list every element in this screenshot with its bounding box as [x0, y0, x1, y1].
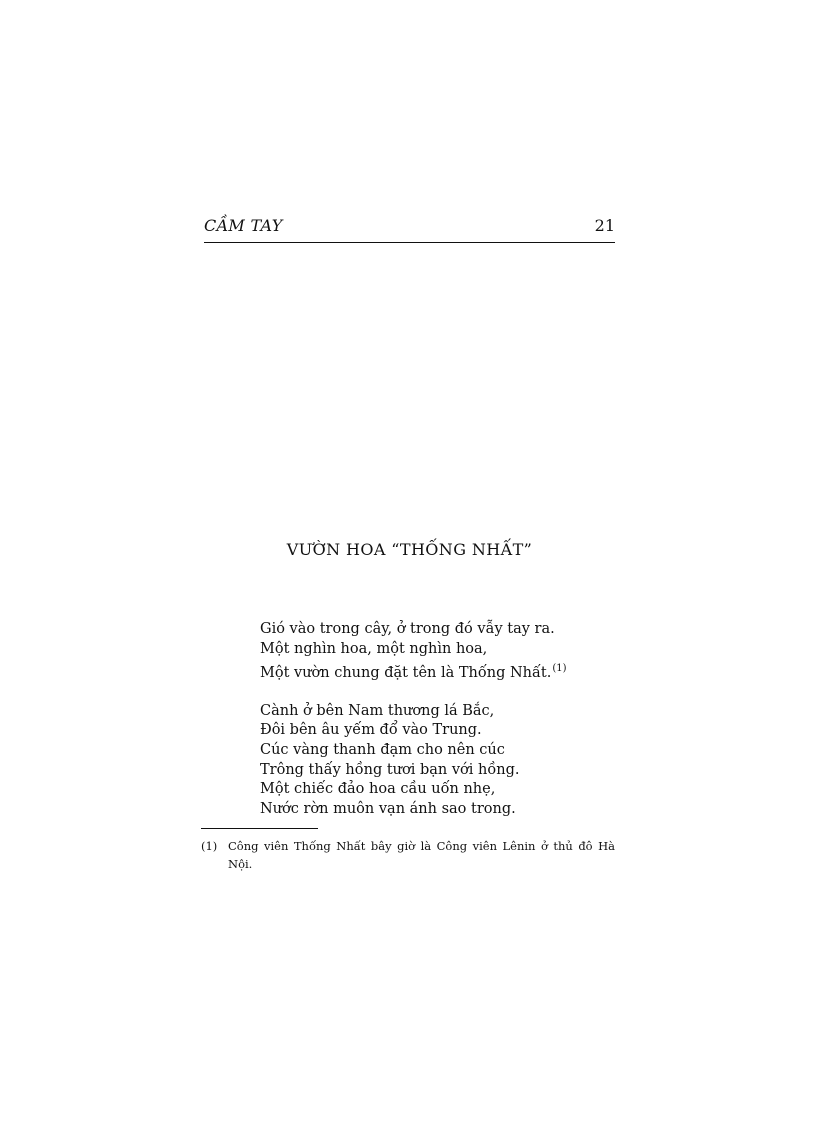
stanza-2 [260, 702, 620, 820]
poem-line: Cúc vàng thanh đạm cho nên cúc [260, 741, 505, 758]
footnote-text: Công viên Thống Nhất bây giờ là Công viên Lênin ở thủ đô Hà Nội. [228, 839, 615, 871]
poem-line: Nước rờn muôn vạn ánh sao trong. [260, 800, 516, 817]
footnote [201, 837, 615, 873]
poem-line: Cành ở bên Nam thương lá Bắc, [260, 702, 495, 719]
running-title: CẦM TAY [204, 216, 283, 235]
poem-line: Đôi bên âu yếm đổ vào Trung. [260, 722, 482, 739]
poem-line: Một chiếc đảo hoa cầu uốn nhẹ, [260, 781, 496, 798]
footnote-label: (1) [201, 839, 218, 853]
poem-line: Trông thấy hồng tươi bạn với hồng. [260, 761, 520, 778]
poem-line: Một nghìn hoa, một nghìn hoa, [260, 640, 488, 657]
page-number: 21 [594, 216, 615, 235]
poem-line-text: Một vườn chung đặt tên là Thống Nhất. [260, 665, 552, 682]
poem-line-with-footnote [260, 659, 620, 684]
footnote-reference[interactable]: (1) [552, 663, 567, 675]
poem-body [260, 620, 620, 837]
poem-line: Gió vào trong cây, ở trong đó vẫy tay ra. [260, 621, 555, 637]
stanza-1 [260, 620, 620, 684]
page-header [204, 216, 615, 240]
header-rule [204, 242, 615, 243]
poem-title: VƯỜN HOA “THỐNG NHẤT” [286, 540, 533, 559]
footnote-rule [201, 828, 318, 829]
